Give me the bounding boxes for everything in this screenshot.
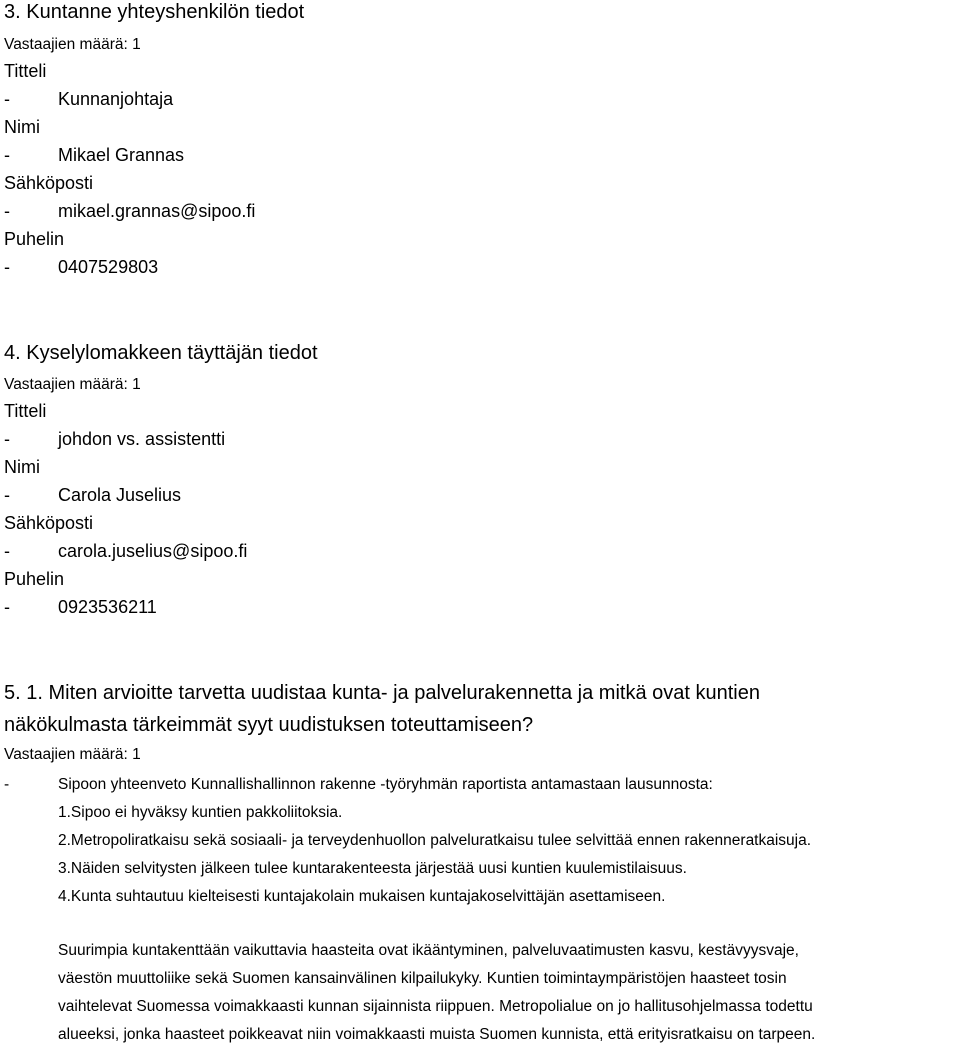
section3-title-value: Kunnanjohtaja <box>58 89 174 109</box>
answer-line: Suurimpia kuntakenttään vaikuttavia haasteita ovat ikääntyminen, palveluvaatimusten kasvu, kestävyysvaje, <box>58 942 799 959</box>
answer-line: alueeksi, jonka haasteet poikkeavat niin voimakkaasti muista Suomen kunnista, että erityisratkaisu on tarpeen. <box>58 1026 816 1043</box>
answer-line: 2.Metropoliratkaisu sekä sosiaali- ja terveydenhuollon palveluratkaisu tulee selvittää ennen rakenneratkaisuja. <box>58 832 812 849</box>
bullet-dash: - <box>4 145 10 165</box>
bullet-dash: - <box>4 485 10 505</box>
section4-name-value: Carola Juselius <box>58 485 182 505</box>
section4-title-label: Titteli <box>4 401 47 421</box>
section4-heading: 4. Kyselylomakkeen täyttäjän tiedot <box>4 342 318 364</box>
answer-line: väestön muuttoliike sekä Suomen kansainvälinen kilpailukyky. Kuntien toimintaympäristöjen haasteet tosin <box>58 970 787 987</box>
bullet-dash: - <box>4 541 10 561</box>
section3-heading: 3. Kuntanne yhteyshenkilön tiedot <box>4 1 305 23</box>
bullet-dash: - <box>4 597 10 617</box>
bullet-dash: - <box>4 201 10 221</box>
section5-heading-line1: 5. 1. Miten arvioitte tarvetta uudistaa kunta- ja palvelurakennetta ja mitkä ovat kuntien <box>4 682 760 704</box>
bullet-dash: - <box>4 429 10 449</box>
section3-title-label: Titteli <box>4 61 47 81</box>
answer-line: vaihtelevat Suomessa voimakkaasti kunnan sijainnista riippuen. Metropolialue on jo hallitusohjelmassa todettu <box>58 998 813 1015</box>
section3-name-value: Mikael Grannas <box>58 145 185 165</box>
section3-phone-value: 0407529803 <box>58 257 159 277</box>
section3-email-value: mikael.grannas@sipoo.fi <box>58 201 256 221</box>
section3-respondents: Vastaajien määrä: 1 <box>4 36 141 53</box>
answer-line: 4.Kunta suhtautuu kielteisesti kuntajakolain mukaisen kuntajakoselvittäjän asettamiseen. <box>58 888 666 905</box>
answer-line: 3.Näiden selvitysten jälkeen tulee kuntarakenteesta järjestää uusi kuntien kuulemistilaisuus. <box>58 860 687 877</box>
bullet-dash: - <box>4 257 10 277</box>
section4-email-label: Sähköposti <box>4 513 94 533</box>
answer-line: 1.Sipoo ei hyväksy kuntien pakkoliitoksia. <box>58 804 343 821</box>
section3-email-label: Sähköposti <box>4 173 94 193</box>
section4-respondents: Vastaajien määrä: 1 <box>4 376 141 393</box>
answer-line: Sipoon yhteenveto Kunnallishallinnon rakenne -työryhmän raportista antamastaan lausunnosta: <box>58 776 713 793</box>
section4-name-label: Nimi <box>4 457 40 477</box>
section4-title-value: johdon vs. assistentti <box>58 429 226 449</box>
section3-phone-label: Puhelin <box>4 229 65 249</box>
section5-heading-line2: näkökulmasta tärkeimmät syyt uudistuksen toteuttamiseen? <box>4 714 534 736</box>
bullet-dash: - <box>4 776 10 793</box>
section4-phone-label: Puhelin <box>4 569 65 589</box>
section4-phone-value: 0923536211 <box>58 597 157 617</box>
bullet-dash: - <box>4 89 10 109</box>
section5-respondents: Vastaajien määrä: 1 <box>4 746 141 763</box>
section4-email-value: carola.juselius@sipoo.fi <box>58 541 248 561</box>
section3-name-label: Nimi <box>4 117 40 137</box>
